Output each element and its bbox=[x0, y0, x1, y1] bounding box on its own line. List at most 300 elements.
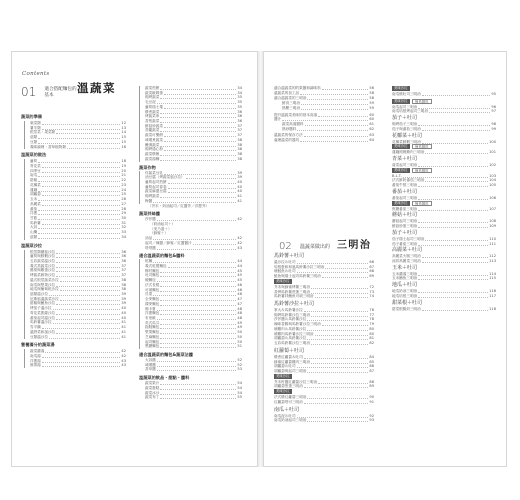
section-rule bbox=[139, 171, 140, 204]
toc-entry-page: 63 bbox=[369, 133, 374, 138]
toc-entry-page: 46 bbox=[237, 282, 242, 287]
toc-entry-title: 蔬菜濃湯 bbox=[30, 349, 45, 354]
toc-entry-page: 52 bbox=[237, 358, 242, 362]
recipe-group-title: 馬鈴薯沙拉＋吐司 bbox=[274, 301, 315, 308]
toc-entry-title: 義味調理・香草植物類 bbox=[30, 144, 66, 149]
toc-entry-title: 菇類 bbox=[30, 135, 38, 140]
dot-leader bbox=[157, 249, 236, 250]
dot-leader bbox=[307, 421, 368, 422]
toc-entry-title: 番茄起司溫沙拉 bbox=[30, 315, 56, 320]
toc-entry-page: 42 bbox=[237, 236, 242, 241]
toc-entry-page: 110 bbox=[489, 236, 496, 241]
toc-entry-title: 蜂蜜紅蘿蔔雞肉三明治 bbox=[274, 359, 310, 364]
toc-entry-page: 41 bbox=[121, 329, 126, 334]
toc-entry-page: 26 bbox=[121, 197, 126, 202]
section-heading: 溫蔬菜的飲品・甜點・醬料 bbox=[139, 375, 190, 381]
section-heading: 營養滿分的蔬菜湯 bbox=[21, 342, 55, 348]
toc-entry-title: 蔬菜燉飯 bbox=[145, 152, 160, 157]
toc-entry-title: 青花菜凱薩沙拉 bbox=[30, 310, 56, 315]
dot-leader bbox=[425, 153, 488, 154]
toc-entry-page: 81 bbox=[369, 336, 374, 341]
toc-entry-page: 44 bbox=[237, 259, 242, 264]
toc-entry-title: 蔬菜果汁 bbox=[145, 381, 160, 386]
toc-entry-page: 35 bbox=[237, 95, 242, 100]
toc-entry-title: 酪梨與雞蛋沙拉 bbox=[30, 268, 56, 273]
toc-entry-title: 適合溫蔬菜的三明治 bbox=[274, 96, 307, 101]
toc-entry-title: 地瓜奶油三明治 bbox=[392, 289, 418, 294]
toc-entry-title: 熱炒醬料 bbox=[282, 126, 297, 131]
section-heading: 適合溫蔬菜的麵包&蔬菜沾醬 bbox=[139, 352, 193, 357]
dot-leader bbox=[418, 210, 488, 211]
toc-entry-page: 36 bbox=[121, 249, 126, 254]
toc-entry-title: 芥末與蜂蜜烤薯三明治 bbox=[274, 284, 310, 289]
toc-entry[interactable] bbox=[392, 307, 496, 312]
toc-entry-title: 鮮菇炒蔬菜 bbox=[145, 123, 163, 128]
chapter-1-subtitle-line1: 適合搭配麵包的 bbox=[44, 87, 77, 92]
toc-entry-page: 86 bbox=[369, 364, 374, 369]
toc-entry-page: 37 bbox=[237, 128, 242, 133]
toc-entry-title: 南瓜與堅果沙拉 bbox=[30, 282, 56, 287]
recipe-group-title: 花椰菜＋吐司 bbox=[392, 132, 423, 139]
toc-entry-page: 45 bbox=[237, 278, 242, 283]
toc-entry-page: 38 bbox=[121, 287, 126, 292]
toc-entry-title: 根莖類蘑菇沙拉 bbox=[30, 249, 56, 254]
toc-entry-title: 炸蔬菜豆乳 bbox=[145, 170, 163, 175]
section-rule bbox=[24, 349, 25, 368]
toc-entry-page: 32 bbox=[121, 225, 126, 230]
dot-leader bbox=[418, 186, 488, 187]
toc-entry-title: 茄子番茄三明治 bbox=[392, 241, 418, 246]
toc-entry-title: 溫沙拉＆吐司 bbox=[274, 260, 296, 264]
toc-entry-title: 義式蒸蔬菜沙拉 bbox=[30, 263, 56, 268]
toc-entry-page: 60 bbox=[369, 117, 374, 122]
toc-entry-page: 23 bbox=[121, 182, 126, 187]
toc-entry-page: 111 bbox=[489, 241, 496, 246]
section-heading: 適合溫蔬菜的麵包&醬料 bbox=[139, 253, 185, 259]
dot-leader bbox=[49, 338, 120, 339]
toc-entry-title: 蔬菜蛋糕 bbox=[145, 385, 160, 390]
toc-entry-title: 提升溫蔬菜美味的基本高湯 bbox=[274, 112, 318, 117]
toc-entry-title: 布里歐 bbox=[145, 315, 156, 320]
toc-entry[interactable] bbox=[392, 150, 496, 155]
toc-entry-title: 蘆筍瑞士捲 bbox=[145, 104, 163, 109]
toc-entry-title: 烤茄子溫沙拉 bbox=[30, 306, 52, 311]
toc-entry-page: 19 bbox=[121, 164, 126, 169]
toc-entry-page: 46 bbox=[237, 292, 242, 297]
toc-entry-page: 85 bbox=[369, 359, 374, 364]
toc-entry-page: 35 bbox=[237, 104, 242, 109]
toc-entry-title: 高麗菜火腿三明治 bbox=[392, 254, 421, 259]
dot-leader bbox=[67, 148, 120, 149]
toc-entry-page: 55 bbox=[237, 395, 242, 400]
toc-entry[interactable] bbox=[392, 109, 496, 114]
toc-entry-page: 100 bbox=[489, 139, 496, 144]
toc-entry-page: 37 bbox=[121, 263, 126, 268]
book-spread bbox=[11, 51, 507, 467]
toc-entry-title: 法式鮮奶番茄三明治 bbox=[392, 178, 425, 183]
toc-entry-page: 88 bbox=[369, 379, 374, 384]
toc-entry[interactable] bbox=[145, 395, 242, 400]
toc-entry-page: 87 bbox=[369, 368, 374, 373]
toc-entry-title: 地瓜培根三明治 bbox=[392, 293, 418, 298]
toc-entry[interactable] bbox=[145, 367, 242, 372]
toc-entry[interactable] bbox=[392, 259, 496, 264]
toc-entry-title: 胡蘿蔔與起司三明治 bbox=[274, 368, 307, 373]
toc-entry-title: 焦糖番茄三明治 bbox=[392, 206, 418, 211]
toc-entry-title: 燉煮紅蘿蔔＆吐司 bbox=[274, 354, 303, 359]
dot-leader bbox=[422, 130, 490, 131]
dot-leader bbox=[307, 372, 368, 373]
toc-entry-page: 42 bbox=[121, 353, 126, 358]
toc-entry-title: 四季豆 bbox=[30, 168, 41, 173]
toc-entry-page: 42 bbox=[121, 349, 126, 354]
dot-leader bbox=[418, 297, 488, 298]
toc-entry-title: 菠菜起司三明治 bbox=[392, 163, 418, 168]
dot-leader bbox=[304, 387, 368, 388]
toc-entry-title: 香烤馬鈴薯煎蛋三明治 bbox=[274, 289, 310, 294]
toc-entry-page: 118 bbox=[489, 306, 496, 311]
toc-entry-title: 油品 bbox=[145, 236, 153, 241]
toc-entry-title: 英式馬芬 bbox=[145, 320, 160, 325]
outline-tag: 簡易醬料 bbox=[412, 144, 432, 149]
toc-entry-page: 41 bbox=[121, 325, 126, 330]
toc-entry[interactable] bbox=[30, 145, 126, 150]
toc-entry-page: 41 bbox=[237, 194, 242, 199]
toc-entry-title: 塔塔醬 bbox=[145, 245, 156, 250]
toc-entry-page: 60 bbox=[369, 112, 374, 117]
toc-entry-page: 80 bbox=[369, 326, 374, 331]
toc-entry-title: 味噌醬 bbox=[145, 362, 156, 367]
toc-entry-title: 全麥麵包 bbox=[145, 297, 160, 302]
toc-entry-page: 41 bbox=[237, 198, 242, 203]
toc-entry-page: 20 bbox=[121, 168, 126, 173]
toc-entry-page: 33 bbox=[121, 230, 126, 235]
toc-entry-page: 64 bbox=[369, 138, 374, 143]
toc-entry-page: 101 bbox=[489, 150, 496, 155]
toc-entry-page: 97 bbox=[491, 109, 496, 114]
toc-entry-title: 南瓜湯 bbox=[30, 353, 41, 358]
toc-entry[interactable] bbox=[274, 341, 374, 346]
toc-entry[interactable] bbox=[392, 224, 496, 229]
toc-entry-page: 77 bbox=[369, 312, 374, 317]
toc-entry-title: 法式燉紅蘿蔔三明治 bbox=[274, 395, 307, 400]
section-rule bbox=[139, 86, 140, 162]
toc-entry-title: 蔬菜煎餅 bbox=[145, 86, 160, 90]
dot-leader bbox=[418, 227, 488, 228]
toc-entry-page: 91 bbox=[369, 399, 374, 404]
toc-entry[interactable] bbox=[30, 363, 126, 368]
outline-tag: 簡易醬料 bbox=[412, 99, 432, 104]
toc-entry-page: 51 bbox=[237, 344, 242, 349]
toc-entry-title: 拖鞋麵包 bbox=[145, 325, 160, 330]
section-heading: 蔬菜拌絲醬 bbox=[139, 211, 160, 217]
toc-entry-title: 掌大＆馬鈴薯沙拉 bbox=[274, 308, 303, 313]
toc-entry[interactable] bbox=[30, 235, 126, 240]
toc-entry-page: 59 bbox=[369, 105, 374, 110]
toc-entry[interactable] bbox=[392, 242, 496, 247]
toc-entry-title: B.L.T. bbox=[392, 173, 402, 178]
dot-leader bbox=[422, 262, 488, 263]
toc-entry-page: 67 bbox=[369, 264, 374, 269]
toc-entry-title: 香煎蔬菜 bbox=[145, 119, 160, 124]
toc-entry-page: 82 bbox=[369, 341, 374, 346]
left-page bbox=[11, 51, 258, 467]
toc-entry-title: 洋蔥 bbox=[30, 211, 38, 216]
toc-entry-page: 24 bbox=[121, 187, 126, 192]
toc-entry[interactable] bbox=[145, 344, 242, 349]
toc-entry-page: 98 bbox=[491, 122, 496, 127]
toc-entry-page: 41 bbox=[121, 320, 126, 325]
toc-entry-title: 莎莎醬 bbox=[145, 217, 156, 222]
toc-entry-page: 93 bbox=[369, 418, 374, 423]
toc-entry-page: 34 bbox=[237, 90, 242, 95]
toc-entry-page: 37 bbox=[237, 123, 242, 128]
toc-entry[interactable] bbox=[392, 127, 496, 132]
toc-entry[interactable] bbox=[392, 92, 496, 97]
toc-entry-title: 黑糖麵包 bbox=[145, 344, 160, 349]
toc-entry-page: 43 bbox=[237, 245, 242, 250]
recipe-group-title: 紅蘿蔔＋吐司 bbox=[274, 347, 305, 354]
toc-entry-title: 豆類溫沙拉 bbox=[30, 334, 48, 339]
toc-entry-page: 47 bbox=[237, 301, 242, 306]
toc-entry-title: 可頌麵包 bbox=[145, 287, 160, 292]
section-rule bbox=[24, 250, 25, 340]
toc-entry[interactable] bbox=[392, 207, 496, 212]
toc-entry-page: 46 bbox=[237, 287, 242, 292]
toc-entry-page: 36 bbox=[121, 259, 126, 263]
toc-entry-page: 30 bbox=[121, 215, 126, 220]
toc-entry-title: 毛豆泥 bbox=[145, 100, 156, 105]
section-heading: 溫蔬菜的做法 bbox=[21, 152, 47, 158]
recipe-group-title: 甜菜根＋吐司 bbox=[392, 299, 423, 306]
toc-entry[interactable] bbox=[392, 294, 496, 299]
toc-entry-page: 116 bbox=[489, 289, 496, 294]
toc-entry[interactable] bbox=[392, 276, 496, 281]
toc-entry-page: 18 bbox=[121, 159, 126, 164]
dot-leader bbox=[418, 279, 488, 280]
toc-entry-title: 醬汁 bbox=[274, 117, 282, 122]
toc-note: （芥末・奶油起司／紅醬芥／洋蔥芥） bbox=[148, 203, 210, 208]
toc-entry-page: 40 bbox=[237, 179, 242, 184]
toc-entry-page: 66 bbox=[369, 260, 374, 264]
toc-entry-page: 34 bbox=[237, 86, 242, 90]
toc-entry-page: 54 bbox=[237, 390, 242, 395]
toc-entry-page: 39 bbox=[237, 175, 242, 180]
label-tag: 美味沙拉 bbox=[394, 86, 408, 90]
toc-entry-page: 40 bbox=[237, 184, 242, 189]
toc-entry-page: 39 bbox=[121, 296, 126, 301]
toc-entry-title: 蘑菇起司三明治 bbox=[392, 219, 418, 224]
dot-leader bbox=[160, 347, 236, 348]
toc-entry[interactable] bbox=[282, 106, 374, 111]
toc-entry-page: 99 bbox=[491, 126, 496, 131]
toc-entry-title: 蘆筍 bbox=[30, 159, 38, 164]
toc-entry-title: 佛卡夏 bbox=[145, 306, 156, 311]
toc-entry-title: 花椰菜 bbox=[30, 182, 41, 187]
toc-entry-page: 39 bbox=[237, 170, 242, 175]
toc-entry[interactable] bbox=[392, 183, 496, 188]
label-tag: 美味沙拉 bbox=[276, 278, 290, 283]
toc-entry-page: 16 bbox=[121, 144, 126, 149]
toc-entry-title: 五彩蔬菜溫沙拉 bbox=[30, 259, 56, 263]
toc-entry-page: 40 bbox=[121, 315, 126, 320]
toc-entry-title: 甘藍 bbox=[30, 215, 38, 220]
toc-entry[interactable] bbox=[145, 157, 242, 162]
toc-entry-page: 48 bbox=[237, 311, 242, 316]
toc-entry-page: 104 bbox=[489, 178, 496, 183]
toc-entry-title: 法式長棍 bbox=[145, 282, 160, 287]
section-heading: 蔬菜的準備 bbox=[21, 114, 42, 119]
toc-entry-page: 50 bbox=[237, 339, 242, 344]
toc-entry-title: 焗烤通心粉 bbox=[145, 147, 163, 152]
toc-entry-page: 58 bbox=[369, 96, 374, 101]
toc-entry-title: 南瓜泥＆吐司 bbox=[274, 413, 296, 418]
toc-entry-page: 15 bbox=[121, 139, 126, 144]
toc-entry-page: 31 bbox=[121, 220, 126, 225]
recipe-group-title: 馬鈴薯＋吐司 bbox=[274, 253, 305, 259]
toc-entry-title: 烤蔬菜串 bbox=[145, 114, 160, 119]
toc-entry-page: 39 bbox=[121, 292, 126, 297]
toc-entry-page: 48 bbox=[237, 315, 242, 320]
dot-leader bbox=[311, 344, 368, 345]
chapter-2-subtitle: 溫蔬菜做出的 bbox=[299, 244, 330, 250]
toc-entry-page: 45 bbox=[237, 268, 242, 273]
toc-entry-page: 36 bbox=[237, 114, 242, 119]
chapter-1-subtitle-line2: 基本 bbox=[44, 93, 54, 98]
outline-tag: 簡易醬料 bbox=[412, 168, 432, 173]
toc-entry-title: 菇類 bbox=[30, 234, 38, 239]
dot-leader bbox=[322, 89, 368, 90]
toc-entry-title: 蘆筍起司春卷 bbox=[145, 184, 167, 189]
toc-entry[interactable] bbox=[282, 127, 374, 132]
toc-entry-title: 甜椒與鮪魚沙拉 bbox=[30, 301, 56, 306]
toc-entry-title: 溫野菜和風沙拉 bbox=[30, 329, 56, 334]
toc-entry-page: 40 bbox=[121, 310, 126, 315]
toc-entry-page: 44 bbox=[237, 264, 242, 269]
toc-entry-page: 53 bbox=[237, 367, 242, 372]
toc-entry-title: 蔬菜麻婆豆腐 bbox=[145, 189, 167, 194]
toc-entry-title: 番茄起司三明治 bbox=[392, 195, 418, 200]
toc-entry-title: 燻雞肉＆馬鈴薯沙拉 bbox=[274, 326, 307, 331]
toc-entry-page: 50 bbox=[237, 330, 242, 335]
dot-leader bbox=[300, 141, 368, 142]
toc-entry-title: 硬麵包 bbox=[145, 278, 156, 283]
toc-entry-title: 焗烤茄子三明治 bbox=[392, 122, 418, 127]
toc-entry-title: 熱壓三明治 bbox=[282, 105, 300, 110]
toc-entry-title: 洋蔥湯 bbox=[30, 358, 41, 363]
toc-entry-page: 78 bbox=[369, 317, 374, 322]
toc-entry-title: 味噌煮蔬菜 bbox=[145, 137, 163, 142]
toc-entry-title: 起司／辣醬／蜂蜜／紅醬醬汁 bbox=[145, 240, 192, 245]
toc-entry-title: 蔬菜歐姆蛋 bbox=[145, 90, 163, 95]
toc-entry-title: 高麗菜 bbox=[30, 201, 41, 206]
toc-entry-page: 41 bbox=[121, 334, 126, 339]
recipe-group-title: 南瓜＋吐司 bbox=[274, 406, 300, 413]
dot-leader bbox=[304, 403, 368, 404]
chapter-1-heading bbox=[21, 80, 116, 99]
toc-entry-page: 69 bbox=[369, 274, 374, 279]
toc-entry-page: 47 bbox=[237, 297, 242, 302]
toc-entry-title: 南瓜奶油起司三明治 bbox=[274, 418, 307, 423]
toc-entry[interactable] bbox=[30, 335, 126, 340]
toc-entry-title: 胡蘿蔔＆馬鈴薯沙拉 bbox=[274, 336, 307, 341]
toc-entry-title: 溫蔬菜的加工品 bbox=[274, 91, 300, 96]
toc-entry-title: 南瓜燒吐司三明治 bbox=[392, 92, 421, 96]
toc-entry-page: 48 bbox=[237, 306, 242, 311]
toc-entry-page: 42 bbox=[237, 217, 242, 222]
toc-entry-title: 醃漬蔬菜 bbox=[145, 142, 160, 147]
toc-entry-title: 南瓜培根烤起司三明治 bbox=[392, 109, 428, 114]
toc-entry-page: 27 bbox=[121, 201, 126, 206]
toc-entry-title: 大蒜醬 bbox=[145, 358, 156, 362]
toc-entry-page: 105 bbox=[489, 183, 496, 188]
toc-entry-page: 37 bbox=[121, 273, 126, 278]
chapter-2-number: 02 bbox=[279, 241, 292, 252]
toc-entry-page: 45 bbox=[237, 273, 242, 278]
toc-entry-title: 花椰菜鮮蝦三明治 bbox=[392, 139, 421, 144]
toc-entry[interactable] bbox=[274, 294, 374, 299]
toc-entry-title: 香草醬 bbox=[145, 367, 156, 372]
recipe-group-title: 高麗菜＋吐司 bbox=[392, 247, 423, 254]
toc-entry-title: 燉煮蔬菜 bbox=[145, 109, 160, 114]
toc-entry-page: 50 bbox=[237, 334, 242, 339]
toc-entry-page: 15 bbox=[121, 135, 126, 140]
section-rule bbox=[24, 159, 25, 239]
toc-entry[interactable] bbox=[274, 418, 374, 423]
toc-entry-page: 106 bbox=[489, 195, 496, 200]
toc-entry-page: 37 bbox=[121, 268, 126, 273]
toc-entry-page: 25 bbox=[121, 192, 126, 197]
toc-entry-title: 玉米鮪魚三明治 bbox=[392, 276, 418, 281]
toc-entry-title: 蘆筍起司煎餅 bbox=[145, 179, 167, 184]
toc-entry-title: 蔬菜高湯醬料 bbox=[282, 121, 304, 126]
toc-entry-title: 吐司麵包 bbox=[145, 273, 160, 278]
toc-entry-page: 13 bbox=[121, 125, 126, 130]
toc-entry[interactable] bbox=[274, 138, 374, 143]
toc-entry-title: 茄子與番茄三明治 bbox=[392, 126, 421, 131]
toc-entry-page: 34 bbox=[121, 234, 126, 239]
toc-subnote: （美乃滋＋） bbox=[150, 226, 172, 231]
toc-entry-title: 洋蔥麵包 bbox=[145, 311, 160, 316]
toc-entry-title: 起司麵包 bbox=[145, 339, 160, 344]
recipe-group-title: 茄子＋吐司 bbox=[392, 229, 418, 236]
toc-entry-title: 鄉村麵包 bbox=[145, 268, 160, 273]
toc-entry-page: 115 bbox=[489, 276, 496, 281]
toc-entry-page: 37 bbox=[237, 133, 242, 138]
toc-entry-page: 35 bbox=[237, 100, 242, 105]
section-heading: 蔬菜作物 bbox=[139, 164, 156, 170]
toc-entry-page: 73 bbox=[369, 289, 374, 294]
toc-entry[interactable] bbox=[274, 400, 374, 405]
toc-entry-title: 玉米 bbox=[30, 197, 38, 202]
toc-entry-title: 芝麻麵包 bbox=[145, 334, 160, 339]
toc-entry-title: 南瓜 bbox=[30, 173, 38, 178]
toc-entry-page: 72 bbox=[369, 284, 374, 289]
toc-entry-page: 29 bbox=[121, 211, 126, 216]
toc-entry[interactable] bbox=[145, 246, 242, 251]
toc-entry-page: 38 bbox=[237, 152, 242, 157]
toc-entry-title: 溫式根莖蔬菜沙拉 bbox=[30, 277, 59, 282]
label-tag: 美味沙拉 bbox=[276, 389, 290, 394]
toc-entry-title: 山藥 bbox=[30, 230, 38, 235]
toc-entry-page: 95 bbox=[491, 92, 496, 96]
toc-entry-title: 涼拌高麗菜三明治 bbox=[392, 258, 421, 263]
recipe-group-title: 地瓜＋吐司 bbox=[392, 282, 418, 289]
section-rule bbox=[24, 121, 25, 149]
toc-entry-page: 113 bbox=[489, 258, 496, 263]
toc-subnote: （奶油起司＋） bbox=[150, 222, 176, 226]
toc-entry-title: 鮮食三明治 bbox=[282, 101, 300, 106]
